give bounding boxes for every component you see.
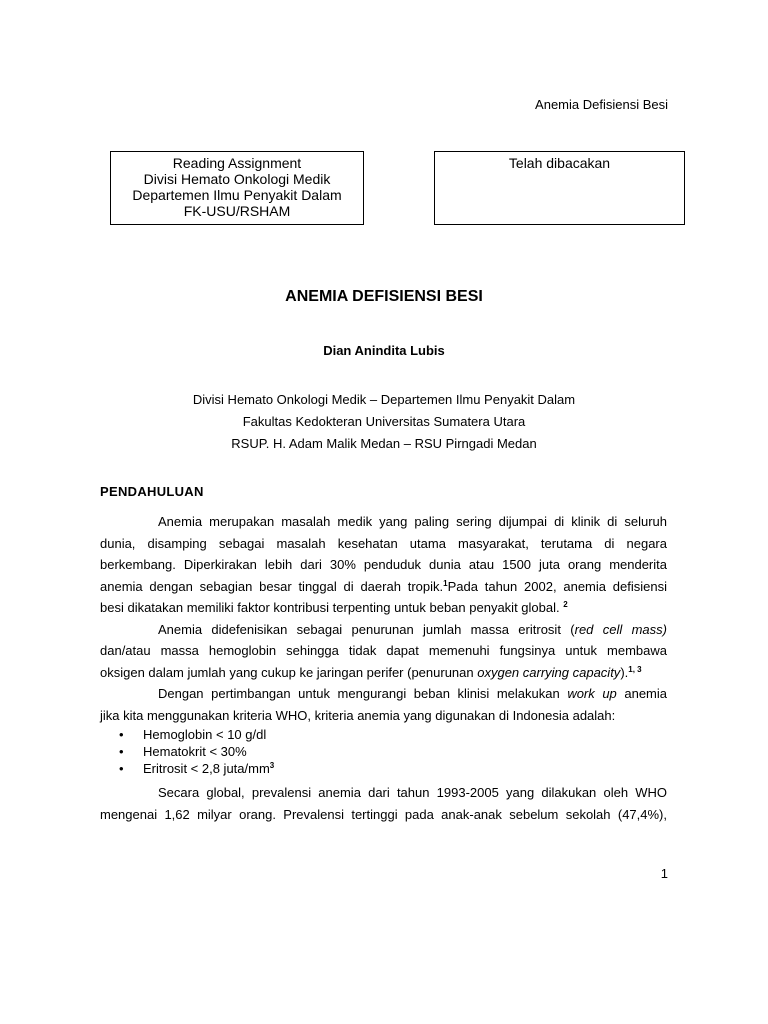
paragraph-line: anemia dengan sebagian besar tinggal di daerah tropik.$^1$Pada tahun 2002, anemia defisiensi [100,578,667,594]
reading-assignment-box [110,151,364,225]
box-line: FK-USU/RSHAM [183,203,291,219]
paragraph-line: oksigen dalam jumlah yang cukup ke jaringan perifer (penurunan oxygen carrying capacity).$^{1, 3}$ [100,664,642,680]
list-item: • Hematokrit < 30% [100,743,667,760]
paragraph-line: besi dikatakan memiliki faktor kontribusi terpenting untuk beban penyakit global. $^2$ [100,600,568,615]
box-line: Telah dibacakan [508,155,611,171]
list-item: • Hemoglobin < 10 g/dl [100,726,667,743]
affiliation-line: Divisi Hemato Onkologi Medik – Departemen Ilmu Penyakit Dalam [192,392,576,407]
citation: 1 [443,578,448,588]
paragraph-line: Anemia merupakan masalah medik yang paling sering dijumpai di klinik di seluruh [158,514,667,529]
paragraph-line: mengenai 1,62 milyar orang. Prevalensi tertinggi pada anak-anak sebelum sekolah (47,4%), [100,806,667,822]
page-number: 1 [660,866,668,881]
box-line: Reading Assignment [172,155,302,171]
citation: 2 [563,600,568,609]
section-heading: PENDAHULUAN [100,484,204,499]
affiliation [0,389,768,455]
list-item: • Eritrosit < 2,8 juta/$mm^3$ [100,760,667,777]
paragraph-line: dan/atau massa hemoglobin sehingga tidak dapat memenuhi fungsinya untuk membawa [100,643,667,658]
paragraph-line: jika kita menggunakan kriteria WHO, kriteria anemia yang digunakan di Indonesia adalah: [100,707,616,723]
affiliation-line: Fakultas Kedokteran Universitas Sumatera Utara [242,414,526,429]
box-line: Divisi Hemato Onkologi Medik [143,171,331,187]
read-status-box [434,151,685,225]
paragraph-line: dunia, disamping sebagai masalah kesehatan utama masyarakat, terutama di negara [100,535,667,551]
paragraph-line: Anemia didefenisikan sebagai penurunan jumlah massa eritrosit (red cell mass) [158,621,667,637]
anemia-criteria-list [100,726,667,777]
body-text [100,511,667,825]
affiliation-line: RSUP. H. Adam Malik Medan – RSU Pirngadi Medan [231,436,537,451]
paragraph-line: berkembang. Diperkirakan lebih dari 30% penduduk dunia atau 1500 juta orang menderita [100,557,667,572]
document-title: ANEMIA DEFISIENSI BESI [285,288,483,305]
citation: 3 [269,761,275,770]
running-header: Anemia Defisiensi Besi [535,97,668,112]
box-line: Departemen Ilmu Penyakit Dalam [132,187,342,203]
paragraph-line: Dengan pertimbangan untuk mengurangi beban klinisi melakukan work up anemia [158,686,668,701]
paragraph-line: Secara global, prevalensi anemia dari tahun 1993-2005 yang dilakukan oleh WHO [158,785,667,800]
author-name: Dian Anindita Lubis [323,343,445,358]
citation: 1, 3 [628,664,642,674]
